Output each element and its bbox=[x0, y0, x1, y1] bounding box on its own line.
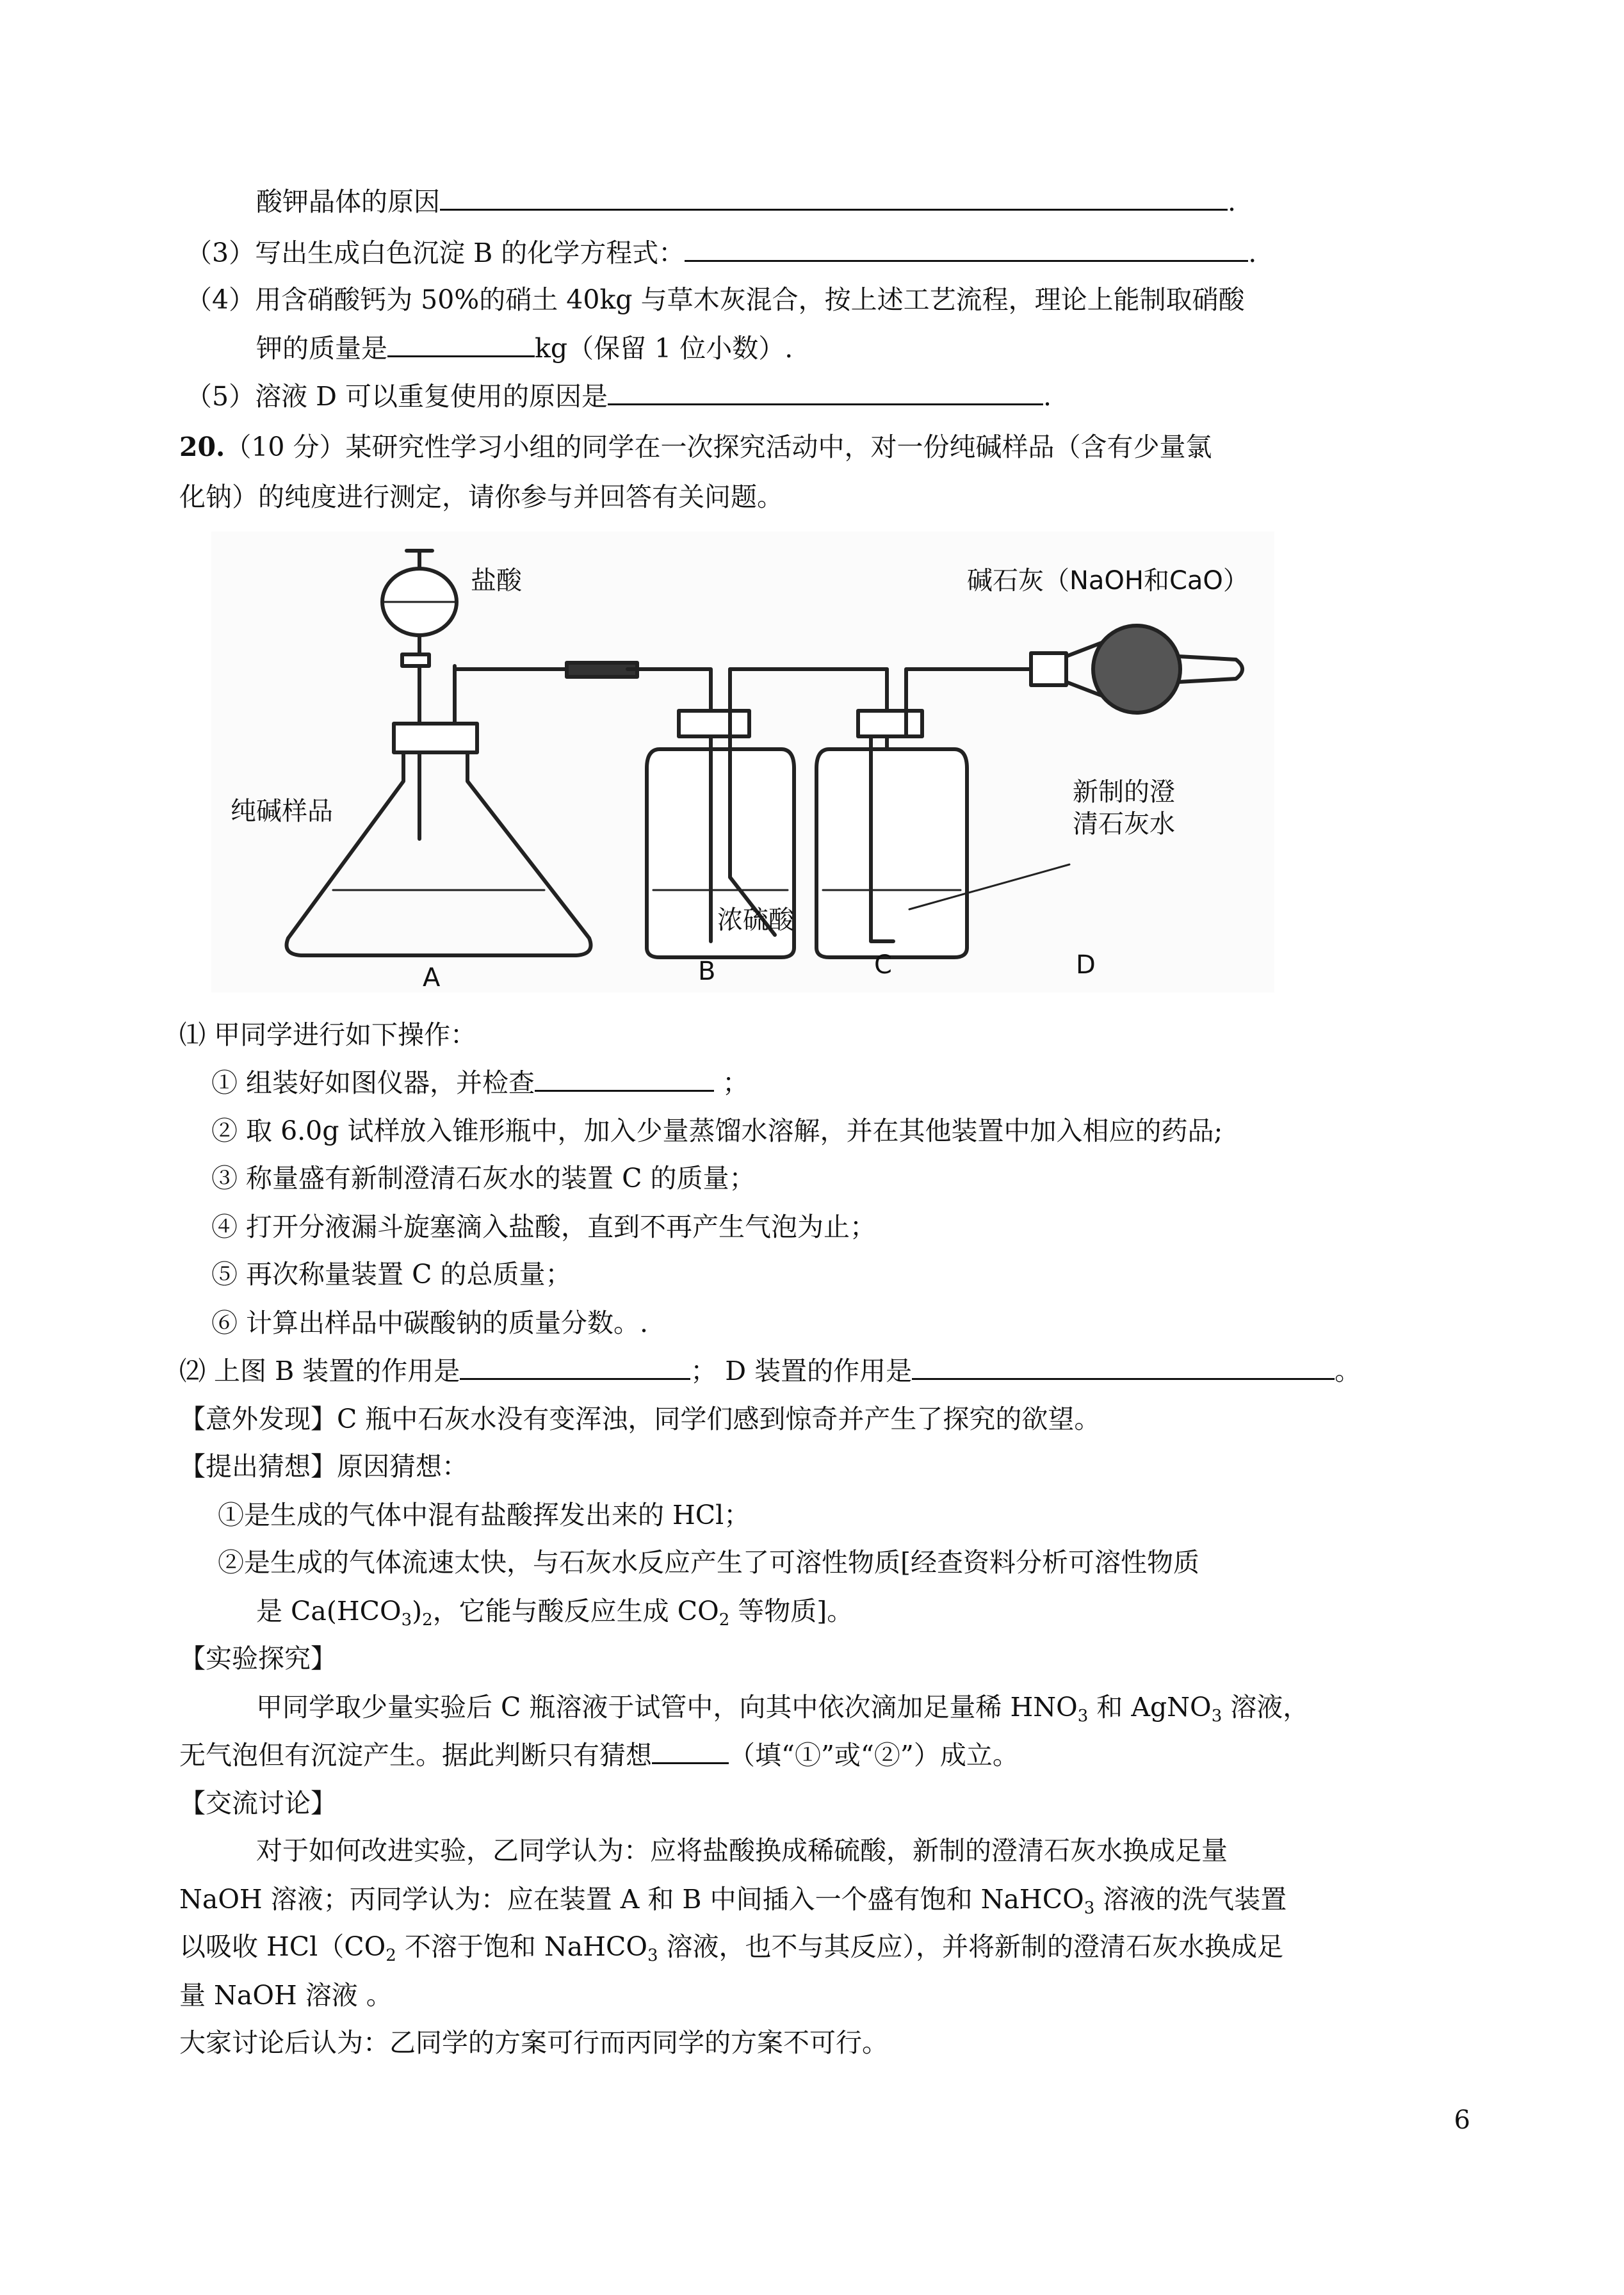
hypothesis-2: ②是生成的气体流速太快，与石灰水反应产生了可溶性物质[经查资料分析可溶性物质 bbox=[218, 1547, 1199, 1578]
step-4: ④ 打开分液漏斗旋塞滴入盐酸，直到不再产生气泡为止； bbox=[211, 1212, 877, 1242]
experiment-line2: 无气泡但有沉淀产生。据此判断只有猜想 （填“①”或“②”）成立。 bbox=[179, 1737, 1019, 1773]
label-lime-water: 新制的澄 bbox=[1073, 777, 1175, 807]
q19-part4: （4）用含硝酸钙为 50%的硝土 40kg 与草木灰混合，按上述工艺流程，理论上能制取硝酸 bbox=[186, 284, 1245, 315]
step-2: ② 取 6.0g 试样放入锥形瓶中，加入少量蒸馏水溶解，并在其他装置中加入相应的药品; bbox=[211, 1115, 1223, 1146]
discussion-heading: 【交流讨论】 bbox=[179, 1788, 337, 1819]
question-number: 20. bbox=[179, 432, 225, 462]
step-3: ③ 称量盛有新制澄清石灰水的装置 C 的质量； bbox=[211, 1163, 756, 1194]
experiment-line1: 甲同学取少量实验后 C 瓶溶液于试管中，向其中依次滴加足量稀 $HNO_3$ 和 AgNO$_3$ 溶液， bbox=[256, 1692, 1310, 1726]
conclusion: 大家讨论后认为：乙同学的方案可行而丙同学的方案不可行。 bbox=[179, 2027, 888, 2058]
answer-blank[interactable] bbox=[912, 1352, 1335, 1380]
label-a: A bbox=[423, 963, 441, 993]
q19-reason-line: 酸钾晶体的原因 . bbox=[256, 183, 1236, 220]
q19-part4-cont: 钾的质量是 kg（保留 1 位小数）. bbox=[256, 330, 793, 366]
answer-blank[interactable] bbox=[652, 1737, 729, 1764]
apparatus-diagram bbox=[211, 531, 1274, 993]
label-conc-sulfuric-acid: 浓硫酸 bbox=[717, 905, 794, 935]
label-hydrochloric-acid: 盐酸 bbox=[471, 566, 522, 596]
part2: ⑵ 上图 B 装置的作用是 ； D 装置的作用是 。 bbox=[179, 1352, 1361, 1389]
page-number: 6 bbox=[1454, 2105, 1470, 2135]
label-soda-sample: 纯碱样品 bbox=[231, 797, 333, 826]
label-c: C bbox=[874, 950, 892, 980]
hypothesis: 【提出猜想】原因猜想： bbox=[179, 1451, 468, 1482]
discussion-line2: NaOH 溶液；丙同学认为：应在装置 A 和 B 中间插入一个盛有饱和 NaHCO$_3$ 溶液的洗气装置 bbox=[179, 1884, 1287, 1918]
q20-intro-line2: 化钠）的纯度进行测定，请你参与并回答有关问题。 bbox=[179, 482, 783, 512]
answer-blank[interactable] bbox=[685, 234, 1248, 262]
label-soda-lime: 碱石灰（NaOH和CaO） bbox=[967, 566, 1249, 596]
discussion-line1: 对于如何改进实验，乙同学认为：应将盐酸换成稀硫酸，新制的澄清石灰水换成足量 bbox=[256, 1835, 1228, 1866]
hypothesis-1: ①是生成的气体中混有盐酸挥发出来的 HCl； bbox=[218, 1500, 751, 1530]
answer-blank[interactable] bbox=[387, 330, 535, 357]
step-6: ⑥ 计算出样品中碳酸钠的质量分数。. bbox=[211, 1308, 649, 1338]
label-d: D bbox=[1076, 950, 1096, 980]
step-1: ① 组装好如图仪器，并检查 ； bbox=[211, 1064, 749, 1101]
q20-intro-line1: 20.（10 分）某研究性学习小组的同学在一次探究活动中，对一份纯碱样品（含有少量氯 bbox=[179, 432, 1212, 462]
label-lime-water-2: 清石灰水 bbox=[1073, 809, 1175, 839]
answer-blank[interactable] bbox=[440, 183, 1228, 211]
part1-title: ⑴ 甲同学进行如下操作： bbox=[179, 1019, 477, 1050]
discussion-line4: 量 NaOH 溶液 。 bbox=[179, 1980, 393, 2011]
answer-blank[interactable] bbox=[608, 378, 1043, 405]
unexpected-finding: 【意外发现】C 瓶中石灰水没有变浑浊，同学们感到惊奇并产生了探究的欲望。 bbox=[179, 1404, 1101, 1434]
q19-part5: （5）溶液 D 可以重复使用的原因是 . bbox=[186, 378, 1052, 414]
label-b: B bbox=[698, 957, 716, 986]
step-5: ⑤ 再次称量装置 C 的总质量； bbox=[211, 1259, 572, 1290]
hypothesis-2-cont: 是 $Ca(HCO_3)_2$，它能与酸反应生成 $CO_2$ 等物质]。 bbox=[256, 1596, 854, 1630]
q19-part3: （3）写出生成白色沉淀 B 的化学方程式： . bbox=[186, 234, 1256, 271]
discussion-line3: 以吸收 $HCl(CO_2$ 不溶于饱和 NaHCO$_3$ 溶液，也不与其反应），并将新制的澄清石灰水换成足 bbox=[179, 1931, 1284, 1965]
answer-blank[interactable] bbox=[460, 1352, 690, 1380]
answer-blank[interactable] bbox=[535, 1064, 714, 1092]
experiment-heading: 【实验探究】 bbox=[179, 1643, 337, 1674]
